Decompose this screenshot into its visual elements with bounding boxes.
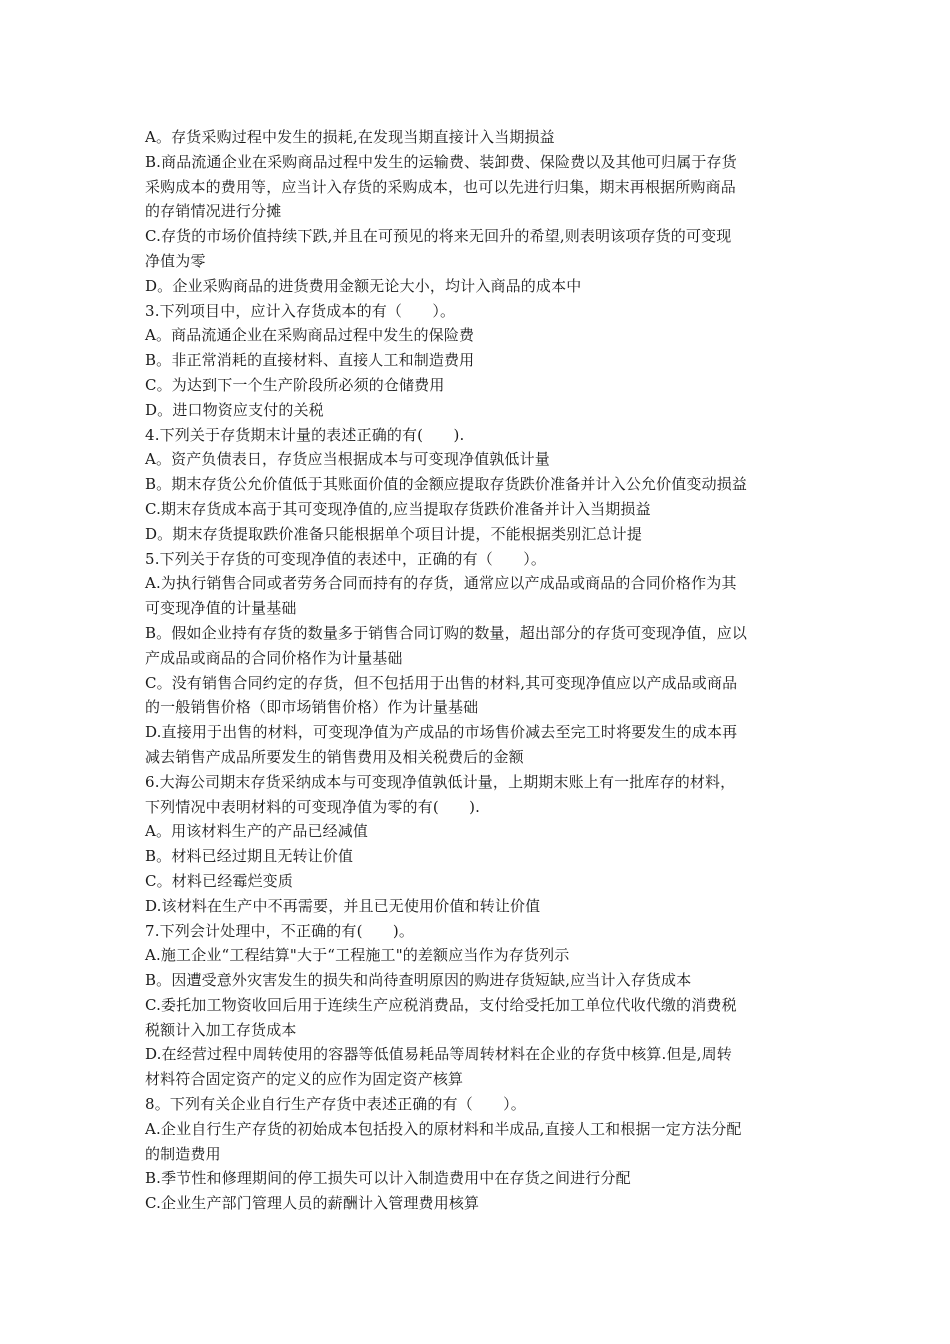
question-4: 4.下列关于存货期末计量的表述正确的有( ). <box>145 425 465 444</box>
text-line: A。存货采购过程中发生的损耗,在发现当期直接计入当期损益 <box>145 128 555 146</box>
text-line: A.企业自行生产存货的初始成本包括投入的原材料和半成品,直接人工和根据一定方法分配 <box>145 1119 742 1138</box>
question-6: 6.大海公司期末存货采纳成本与可变现净值孰低计量，上期期末账上有一批库存的材料， <box>145 772 736 791</box>
text-line: C.企业生产部门管理人员的薪酬计入管理费用核算 <box>145 1194 480 1213</box>
text-line: C.存货的市场价值持续下跌,并且在可预见的将来无回升的希望,则表明该项存货的可变现 <box>145 227 732 246</box>
text-line: B。材料已经过期且无转让价值 <box>145 847 354 866</box>
text-line: D。进口物资应支付的关税 <box>145 400 324 419</box>
text-line: C。材料已经霉烂变质 <box>145 871 293 890</box>
text-line: A.为执行销售合同或者劳务合同而持有的存货，通常应以产成品或商品的合同价格作为其 <box>145 574 737 593</box>
text-line: 净值为零 <box>145 251 206 270</box>
text-line: D.该材料在生产中不再需要，并且已无使用价值和转让价值 <box>145 896 541 915</box>
question-7: 7.下列会计处理中，不正确的有( )。 <box>145 921 415 940</box>
text-line: 税额计入加工存货成本 <box>145 1020 297 1039</box>
text-line: B.商品流通企业在采购商品过程中发生的运输费、装卸费、保险费以及其他可归属于存货 <box>145 152 737 171</box>
text-line: A。用该材料生产的产品已经减值 <box>145 822 369 841</box>
text-line: 的存销情况进行分摊 <box>145 202 282 221</box>
text-line: C。没有销售合同约定的存货，但不包括用于出售的材料,其可变现净值应以产成品或商品 <box>145 673 738 692</box>
text-line: B。非正常消耗的直接材料、直接人工和制造费用 <box>145 351 475 370</box>
text-line: A.施工企业“工程结算"大于“工程施工"的差额应当作为存货列示 <box>145 946 570 965</box>
text-line: A。资产负债表日，存货应当根据成本与可变现净值孰低计量 <box>145 450 550 469</box>
text-line: 材料符合固定资产的定义的应作为固定资产核算 <box>145 1070 464 1089</box>
question-8: 8。下列有关企业自行生产存货中表述正确的有（ ）。 <box>145 1095 526 1114</box>
text-line: B。期末存货公允价值低于其账面价值的金额应提取存货跌价准备并计入公允价值变动损益 <box>145 475 748 494</box>
document-page <box>145 125 815 1216</box>
text-line: A。商品流通企业在采购商品过程中发生的保险费 <box>145 326 475 345</box>
text-line: D.直接用于出售的材料，可变现净值为产成品的市场售价减去至完工时将要发生的成本再 <box>145 723 738 742</box>
text-line: D.在经营过程中周转使用的容器等低值易耗品等周转材料在企业的存货中核算.但是,周转 <box>145 1045 732 1064</box>
text-line: B。因遭受意外灾害发生的损失和尚待查明原因的购进存货短缺,应当计入存货成本 <box>145 971 692 990</box>
text-line: D。企业采购商品的进货费用金额无论大小，均计入商品的成本中 <box>145 276 582 295</box>
text-line: 的制造费用 <box>145 1144 221 1163</box>
text-line: 减去销售产成品所要发生的销售费用及相关税费后的金额 <box>145 747 524 766</box>
text-line: 采购成本的费用等，应当计入存货的采购成本，也可以先进行归集，期末再根据所购商品 <box>145 177 736 196</box>
text-line: C.期末存货成本高于其可变现净值的,应当提取存货跌价准备并计入当期损益 <box>145 499 651 518</box>
text-line: 的一般销售价格（即市场销售价格）作为计量基础 <box>145 698 479 717</box>
text-line: D。期末存货提取跌价准备只能根据单个项目计提，不能根据类别汇总计提 <box>145 524 642 543</box>
text-line: B.季节性和修理期间的停工损失可以计入制造费用中在存货之间进行分配 <box>145 1169 631 1188</box>
text-line: B。假如企业持有存货的数量多于销售合同订购的数量，超出部分的存货可变现净值，应以 <box>145 623 748 642</box>
text-line: 可变现净值的计量基础 <box>145 599 297 618</box>
text-line: 产成品或商品的合同价格作为计量基础 <box>145 648 403 667</box>
text-line: 下列情况中表明材料的可变现净值为零的有( ). <box>145 797 481 816</box>
question-5: 5.下列关于存货的可变现净值的表述中，正确的有（ ）。 <box>145 549 547 568</box>
text-line: C.委托加工物资收回后用于连续生产应税消费品，支付给受托加工单位代收代缴的消费税 <box>145 995 737 1014</box>
question-3: 3.下列项目中，应计入存货成本的有（ ）。 <box>145 301 456 320</box>
text-line: C。为达到下一个生产阶段所必须的仓储费用 <box>145 375 445 394</box>
